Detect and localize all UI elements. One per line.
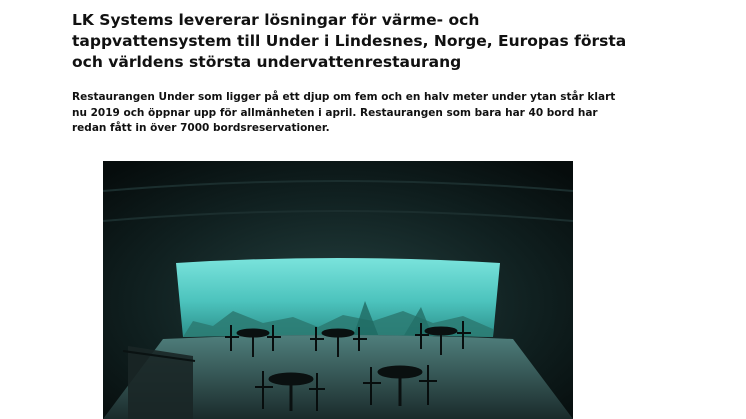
article-headline: LK Systems levererar lösningar för värme- och tappvattensystem till Under i Lindesnes, Norge, Europas första och världens största undervattenrestaurang: [72, 11, 627, 71]
article-lead: Restaurangen Under som ligger på ett djup om fem och en halv meter under ytan står klart nu 2019 och öppnar upp för allmänheten i april. Restaurangen som bara har 40 bord har redan fått in över 7000 bordsreservationer.: [72, 91, 616, 134]
restaurant-photo: [103, 161, 573, 419]
